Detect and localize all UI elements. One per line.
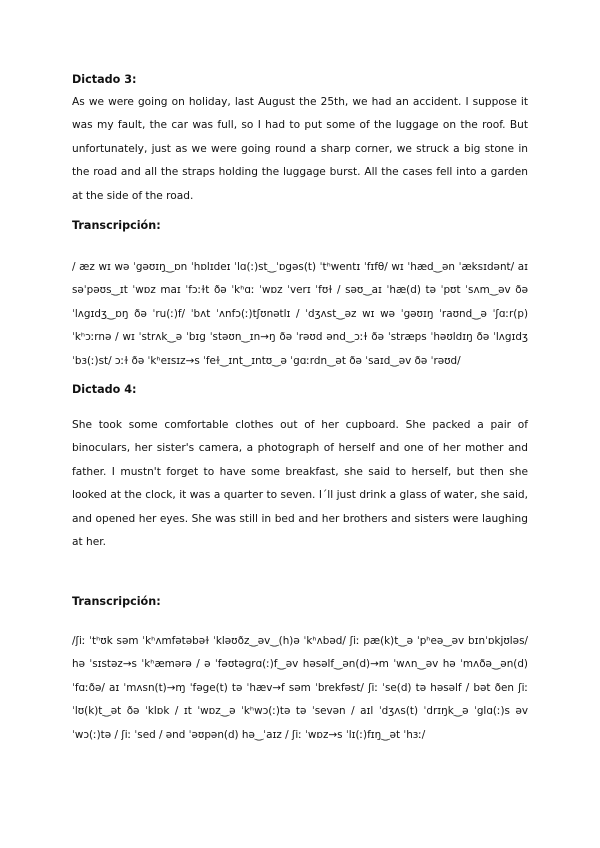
dictado-4-body bbox=[72, 414, 528, 554]
transcripcion-3-heading: Transcripción: bbox=[72, 219, 161, 232]
transcripcion-3-section bbox=[72, 216, 528, 236]
transcripcion-3-text: / æz wɪ wə ˈgəʊɪŋ‿ɒn ˈhɒlɪdeɪ ˈlɑ(ː)st‿ˈɒgəs(t) ˈtʰwentɪ ˈfɪfθ/ wɪ ˈhæd‿ən ˈæksɪdənt/ aɪ səˈpəʊs‿ɪt ˈwɒz maɪ ˈfɔːɫt ðə ˈkʰɑː ˈwɒz ˈverɪ ˈfʊɫ / səʊ‿aɪ ˈhæ(d) tə ˈpʊt ˈsʌm‿əv ðə ˈlʌgɪdʒ‿ɒŋ ðə ˈru(ː)f/ ˈbʌt ˈʌnfɔ(ː)tʃʊnətlɪ / ˈdʒʌst‿əz wɪ wə ˈgəʊɪŋ ˈraʊnd‿ə ˈʃɑːr(p) ˈkʰɔːrnə / wɪ ˈstrʌk‿ə ˈbɪg ˈstəʊn‿ɪn→ŋ ðə ˈrəʊd ənd‿ɔːɫ ðə ˈstræps ˈhəʊldɪŋ ðə ˈlʌgɪdʒ ˈbɜ(ː)st/ ɔːɫ ðə ˈkʰeɪsɪz→s ˈfeɫ‿ɪnt‿ɪntʊ‿ə ˈgɑːrdn‿ət ðə ˈsaɪd‿əv ðə ˈrəʊd/ bbox=[72, 261, 528, 367]
transcripcion-4-text: /ʃiː ˈtʰʊk səm ˈkʰʌmfətəbəɫ ˈkləʊðz‿əv‿(h)ə ˈkʰʌbəd/ ʃiː pæ(k)t‿ə ˈpʰeə‿əv bɪnˈɒkjʊləs/ hə ˈsɪstəz→s ˈkʰæmərə / ə ˈfəʊtəgrɑ(ː)f‿əv həsəlf‿ən(d)→m ˈwʌn‿əv hə ˈmʌðə‿ən(d) ˈfɑːðə/ aɪ ˈmʌsn(t)→ɱ ˈfəge(t) tə ˈhæv→f səm ˈbrekfəst/ ʃiː ˈse(d) tə həsəlf / bət ðen ʃiː ˈlʊ(k)t‿ət ðə ˈklɒk / ɪt ˈwɒz‿ə ˈkʰwɔ(ː)tə tə ˈsevən / aɪl ˈdʒʌs(t) ˈdrɪŋk‿ə ˈglɑ(ː)s əv ˈwɔ(ː)tə / ʃiː ˈsed / ənd ˈəʊpən(d) hə‿ˈaɪz / ʃiː ˈwɒz→s ˈlɪ(ː)fɪŋ‿ət ˈhɜː/ bbox=[72, 635, 528, 741]
transcripcion-3-body bbox=[72, 256, 528, 373]
transcripcion-4-heading: Transcripción: bbox=[72, 595, 161, 608]
dictado-4-text: She took some comfortable clothes out of her cupboard. She packed a pair of binoculars, her sister's camera, a photograph of herself and one of her mother and father. I mustn't forget to have some breakfast, she said to herself, but then she looked at the clock, it was a quarter to seven. I´ll just drink a glass of water, she said, and opened her eyes. She was still in bed and her brothers and sisters were laughing at her. bbox=[72, 419, 528, 549]
transcripcion-4-section bbox=[72, 592, 528, 612]
dictado-4-heading: Dictado 4: bbox=[72, 383, 137, 396]
dictado-3-heading: Dictado 3: bbox=[72, 73, 137, 86]
transcripcion-4-body bbox=[72, 630, 528, 747]
dictado-3-text: As we were going on holiday, last August the 25th, we had an accident. I suppose it was my fault, the car was full, so I had to put some of the luggage on the roof. But unfortunately, just as we were going round a sharp corner, we struck a big stone in the road and all the straps holding the luggage burst. All the cases fell into a garden at the side of the road. bbox=[72, 96, 528, 202]
dictado-3-section bbox=[72, 70, 528, 208]
dictado-4-section bbox=[72, 380, 528, 400]
